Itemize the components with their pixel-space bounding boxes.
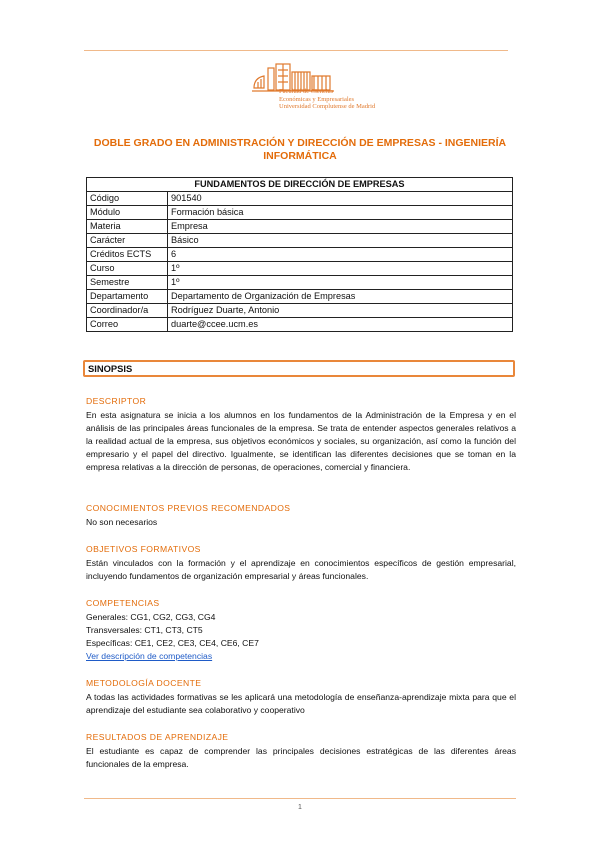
table-row: Coordinador/a Rodríguez Duarte, Antonio [87, 304, 513, 318]
competencias-link[interactable]: Ver descripción de competencias [86, 651, 213, 661]
competencias-heading: COMPETENCIAS [86, 598, 160, 608]
page-number: 1 [298, 804, 302, 811]
table-row: Créditos ECTS 6 [87, 248, 513, 262]
table-row: Curso 1º [87, 262, 513, 276]
resultados-text: El estudiante es capaz de comprender las principales decisiones estratégicas de las diferentes áreas funcionales de la empresa. [86, 746, 516, 769]
document-title: DOBLE GRADO EN ADMINISTRACIÓN Y DIRECCIÓN DE EMPRESAS - INGENIERÍA INFORMÁTICA [93, 137, 507, 162]
table-row: Departamento Departamento de Organización de Empresas [87, 290, 513, 304]
table-row: Materia Empresa [87, 220, 513, 234]
table-row: Módulo Formación básica [87, 206, 513, 220]
table-row: Correo duarte@ccee.ucm.es [87, 318, 513, 332]
descriptor-text: En esta asignatura se inicia a los alumnos en los fundamentos de la Administración de la Empresa y en el análisis de las principales áreas funcionales de la empresa. Se trata de entender aspectos generales relativos a la realidad actual de la empresa, sus objetivos económicos y sociales, su organización, así como la función del empresario y el papel del directivo. Igualmente, se identifican las diferentes decisiones que se toman en la empresa relativas a la dirección de personas, de operaciones, comercial y financiera. [86, 410, 516, 472]
table-header: FUNDAMENTOS DE DIRECCIÓN DE EMPRESAS [87, 178, 513, 192]
top-divider [84, 50, 508, 51]
competencias-especificas: Específicas: CE1, CE2, CE3, CE4, CE6, CE7 [86, 638, 259, 648]
objetivos-text: Están vinculados con la formación y el aprendizaje en conocimientos específicos de gestión empresarial, incluyendo fundamentos de organización empresarial y áreas funcionales. [86, 558, 516, 581]
table-row: Código 901540 [87, 192, 513, 206]
logo-line-3: Universidad Complutense de Madrid [279, 103, 376, 110]
conocimientos-section [86, 503, 516, 529]
descriptor-section [86, 396, 516, 474]
logo-line-1: Facultad de Ciencias [279, 88, 334, 95]
resultados-section [86, 732, 516, 771]
conocimientos-heading: CONOCIMIENTOS PREVIOS RECOMENDADOS [86, 503, 291, 513]
table-row: Carácter Básico [87, 234, 513, 248]
metodologia-section [86, 678, 516, 717]
bottom-divider [84, 798, 516, 799]
objetivos-section [86, 544, 516, 583]
email-value: duarte@ccee.ucm.es [168, 318, 513, 332]
competencias-section [86, 598, 516, 663]
descriptor-heading: DESCRIPTOR [86, 396, 147, 406]
sinopsis-heading: SINOPSIS [83, 360, 515, 377]
objetivos-heading: OBJETIVOS FORMATIVOS [86, 544, 201, 554]
table-row: Semestre 1º [87, 276, 513, 290]
competencias-generales: Generales: CG1, CG2, CG3, CG4 [86, 612, 216, 622]
conocimientos-text: No son necesarios [86, 517, 158, 527]
competencias-transversales: Transversales: CT1, CT3, CT5 [86, 625, 203, 635]
logo-line-2: Económicas y Empresariales [279, 95, 355, 103]
logo-text [279, 88, 375, 111]
resultados-heading: RESULTADOS DE APRENDIZAJE [86, 732, 229, 742]
metodologia-text: A todas las actividades formativas se les aplicará una metodología de enseñanza-aprendizaje mixta para que el aprendizaje del estudiante sea colaborativo y cooperativo [86, 692, 516, 715]
course-info-table [86, 177, 513, 332]
metodologia-heading: METODOLOGÍA DOCENTE [86, 678, 202, 688]
